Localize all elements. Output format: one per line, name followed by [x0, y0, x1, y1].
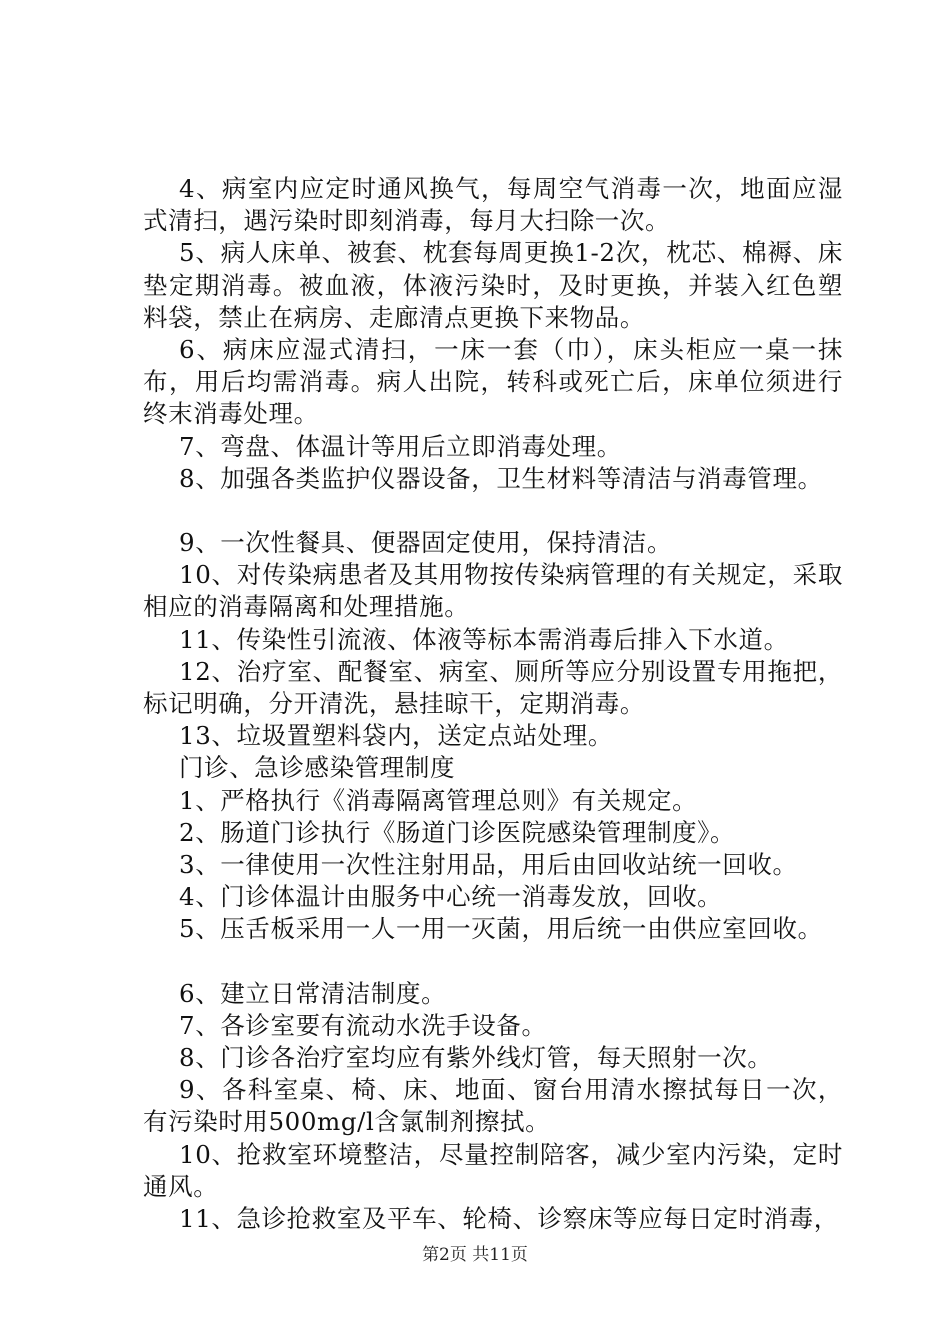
clinic-item-3: 3、一律使用一次性注射用品，用后由回收站统一回收。 [179, 850, 798, 880]
paragraph-12: 12、治疗室、配餐室、病室、厕所等应分别设置专用拖把，标记明确，分开清洗，悬挂晾干，定期消毒。 [143, 656, 843, 719]
page-number-footer: 第2页 共11页 [422, 1245, 528, 1265]
paragraph-8: 8、加强各类监护仪器设备，卫生材料等清洁与消毒管理。 [179, 463, 823, 493]
clinic-item-11: 11、急诊抢救室及平车、轮椅、诊察床等应每日定时消毒， [179, 1204, 839, 1234]
paragraph-10: 10、对传染病患者及其用物按传染病管理的有关规定，采取相应的消毒隔离和处理措施。 [143, 560, 843, 622]
paragraph-13: 13、垃圾置塑料袋内，送定点站处理。 [179, 721, 613, 751]
clinic-item-7: 7、各诊室要有流动水洗手设备。 [179, 1010, 547, 1040]
clinic-item-5: 5、压舌板采用一人一用一灭菌，用后统一由供应室回收。 [179, 914, 823, 944]
paragraph-6: 6、病床应湿式清扫，一床一套（巾），床头柜应一桌一抹布，用后均需消毒。病人出院，转科或死亡后，床单位须进行终末消毒处理。 [143, 335, 843, 429]
clinic-item-6: 6、建立日常清洁制度。 [179, 978, 447, 1008]
paragraph-9: 9、一次性餐具、便器固定使用，保持清洁。 [179, 528, 673, 558]
clinic-item-2: 2、肠道门诊执行《肠道门诊医院感染管理制度》。 [179, 817, 736, 847]
paragraph-5: 5、病人床单、被套、枕套每周更换1-2次，枕芯、棉褥、床垫定期消毒。被血液，体液污染时，及时更换，并装入红色塑料袋，禁止在病房、走廊清点更换下来物品。 [143, 238, 843, 332]
paragraph-7: 7、弯盘、体温计等用后立即消毒处理。 [179, 431, 622, 461]
clinic-item-4: 4、门诊体温计由服务中心统一消毒发放，回收。 [179, 882, 723, 912]
paragraph-11: 11、传染性引流液、体液等标本需消毒后排入下水道。 [179, 624, 789, 654]
clinic-item-1: 1、严格执行《消毒隔离管理总则》有关规定。 [179, 785, 698, 815]
clinic-item-9: 9、各科室桌、椅、床、地面、窗台用清水擦拭每日一次，有污染时用500mg/l含氯制剂擦拭。 [143, 1075, 843, 1137]
clinic-item-10: 10、抢救室环境整洁，尽量控制陪客，减少室内污染，定时通风。 [143, 1139, 843, 1201]
paragraph-4: 4、病室内应定时通风换气，每周空气消毒一次，地面应湿式清扫，遇污染时即刻消毒，每月大扫除一次。 [143, 174, 843, 236]
section-heading: 门诊、急诊感染管理制度 [179, 753, 456, 783]
document-body [143, 173, 843, 1235]
clinic-item-8: 8、门诊各治疗室均应有紫外线灯管，每天照射一次。 [179, 1043, 773, 1073]
